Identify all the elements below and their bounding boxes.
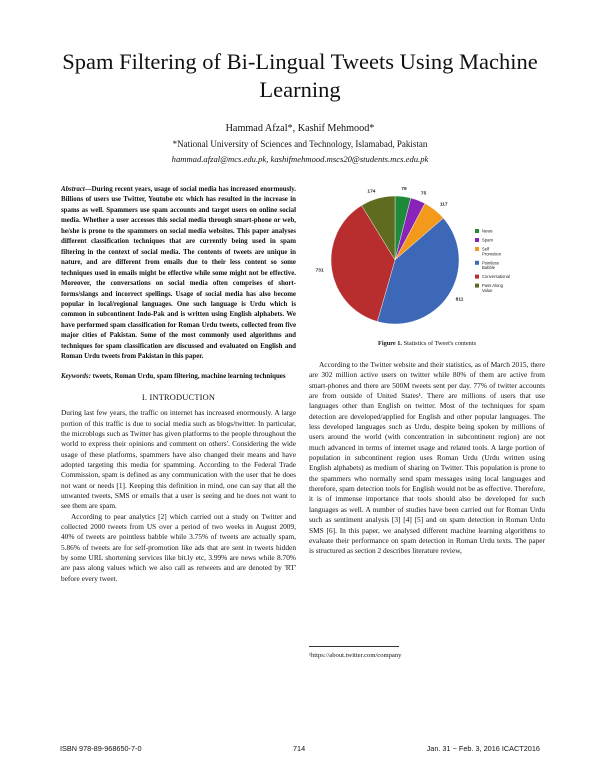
legend-label: Pointless Babble (482, 260, 499, 271)
legend-label: Conversational (482, 274, 510, 280)
keywords (61, 372, 296, 382)
legend-swatch (475, 238, 479, 242)
intro-paragraph-3: According to the Twitter website and their statistics, as of March 2015, there are 302 million active users on twitter while 80% of them are active from smart-phones and there are 500M tweets sent per day. 77% of twitter accounts are from outside of United States¹. There are millions of users that use languages other than English on twitter. Most of the techniques for spam detection are developed/applied for English and other popular languages. The less developed languages such as Urdu, despite being spoken by millions of users around the world (with concentration in subcontinent region) are not much advanced in terms of internet usage and related tools. A large portion of population in subcontinent region uses Roman Urdu (Urdu written using English alphabets) as medium of sharing on Twitter. This population is prone to the spammers who normally send spam messages using local languages and therefore, spam detection tools for English would not be as effective. Therefore, it is of immense importance that tools should also be developed for such languages as well. A number of studies have been carried out for Roman Urdu such as sentiment analysis [3] [4] [5] and on spam detection in Roman Urdu SMS [6]. In this paper, we analysed different machine learning algorithms to evaluate their performance on spam detection in Roman Urdu texts. The paper is structured as section 2 describes literature review, (309, 360, 545, 556)
section-heading-introduction: I. INTRODUCTION (141, 393, 216, 403)
legend-label: Self Promotion (482, 246, 502, 257)
keywords-text: tweets, Roman Urdu, spam filtering, machine learning techniques (90, 372, 286, 380)
abstract (61, 185, 296, 363)
footer-conference: Jan. 31 ~ Feb. 3, 2016 ICACT2016 (426, 744, 540, 753)
footnote: ¹https://about.twitter.com/company (309, 652, 402, 659)
paper-affiliation: *National University of Sciences and Technology, Islamabad, Pakistan (172, 139, 428, 149)
legend-label: News (482, 228, 493, 234)
figure-caption (309, 340, 545, 347)
pie-slice-label: 117 (439, 202, 448, 208)
keywords-label: Keywords: (61, 372, 91, 380)
pie-slice-label: 811 (455, 297, 464, 303)
pie-chart (300, 180, 550, 336)
pie-slice-label: 79 (401, 187, 407, 193)
pie-slice-label: 174 (367, 189, 376, 195)
footer-isbn: ISBN 978-89-968650-7-0 (60, 744, 142, 753)
legend-swatch (475, 284, 479, 288)
paper-emails: hammad.afzal@mcs.edu.pk, kashifmehmood.mscs20@students.mcs.edu.pk (171, 154, 429, 164)
abstract-text: During recent years, usage of social media has increased enormously. Billions of users use Twitter, Youtube etc which has resulted in the increase in spams as well. Spammers use spam accounts and target users on online social media. Whether a user accesses this social media through smart-phone or web, he/she is prone to the spammers on social media websites. This paper analyses different classification techniques that are currently being used in spam filtering in the context of social media. The contents of tweets are unique in nature, and are different from emails due to their less content so some techniques used in emails might be effective while some might not be effective. Moreover, the conversations on social media often comprises of short-forms/slangs and incorrect spellings. Usage of social media has also become popular in local/regional languages. One such language is Urdu which is common in subcontinent Indo-Pak and is written using English alphabets. We have performed spam classification for Roman Urdu tweets, collected from five major cities of Pakistan. Some of the most commonly used algorithms and techniques for spam classification are discussed and evaluated on English and Roman Urdu tweets from Pakistan in this paper. (61, 186, 296, 361)
footer-page-number: 714 (293, 744, 306, 753)
pie-slices (331, 196, 459, 324)
pie-legend (475, 229, 510, 293)
intro-paragraph-2: According to pear analytics [2] which carried out a study on Twitter and collected 2000 tweets from US over a period of two weeks in August 2009, 40% of tweets are pointless babble while 3.75% of tweets are actually spam, 5.86% of tweets are for self-promotion like ads that are sent in tweets hidden by some URL shortening services like bit.ly etc, 3.99% are news while 8.70% are pass along values which we also call as retweets and are denoted by 'RT' before every tweet. (61, 511, 296, 583)
legend-label: Pass Along Value (482, 283, 503, 293)
left-column (61, 185, 296, 584)
legend-swatch (475, 229, 479, 233)
paper-title: Spam Filtering of Bi-Lingual Tweets Using Machine Learning (62, 49, 538, 102)
legend-label: Spam (482, 237, 493, 243)
legend-swatch (475, 261, 479, 265)
intro-paragraph-1: During last few years, the traffic on internet has increased enormously. A large portion of this traffic is due to social media such as blogs/twitter. In particular, the microblogs such as Twitter has given platforms to the people throughout the world to express their opinions and comment on others'. Considering the wide usage of these platforms, spammers have also changed their means and have adopted targeting this media for spamming. According to the Federal Trade Commission, spam is defined as any communication with the user that he does not want or needs [1]. Keeping this definition in mind, one can say that all the unwanted tweets, SMS or emails that a user is seeing and he does not want to see them are spam. (61, 408, 296, 511)
footnote-divider (309, 646, 399, 647)
abstract-label: Abstract— (61, 186, 92, 193)
pie-slice-label: 731 (315, 268, 324, 274)
paper-authors: Hammad Afzal*, Kashif Mehmood* (225, 123, 375, 134)
legend-swatch (475, 247, 479, 251)
pie-slice-label: 75 (420, 191, 427, 197)
right-column (309, 360, 545, 557)
figure-number: Figure 1. (377, 340, 402, 347)
legend-swatch (475, 275, 479, 279)
figure-caption-text: Statistics of Tweet's contents (402, 340, 477, 347)
